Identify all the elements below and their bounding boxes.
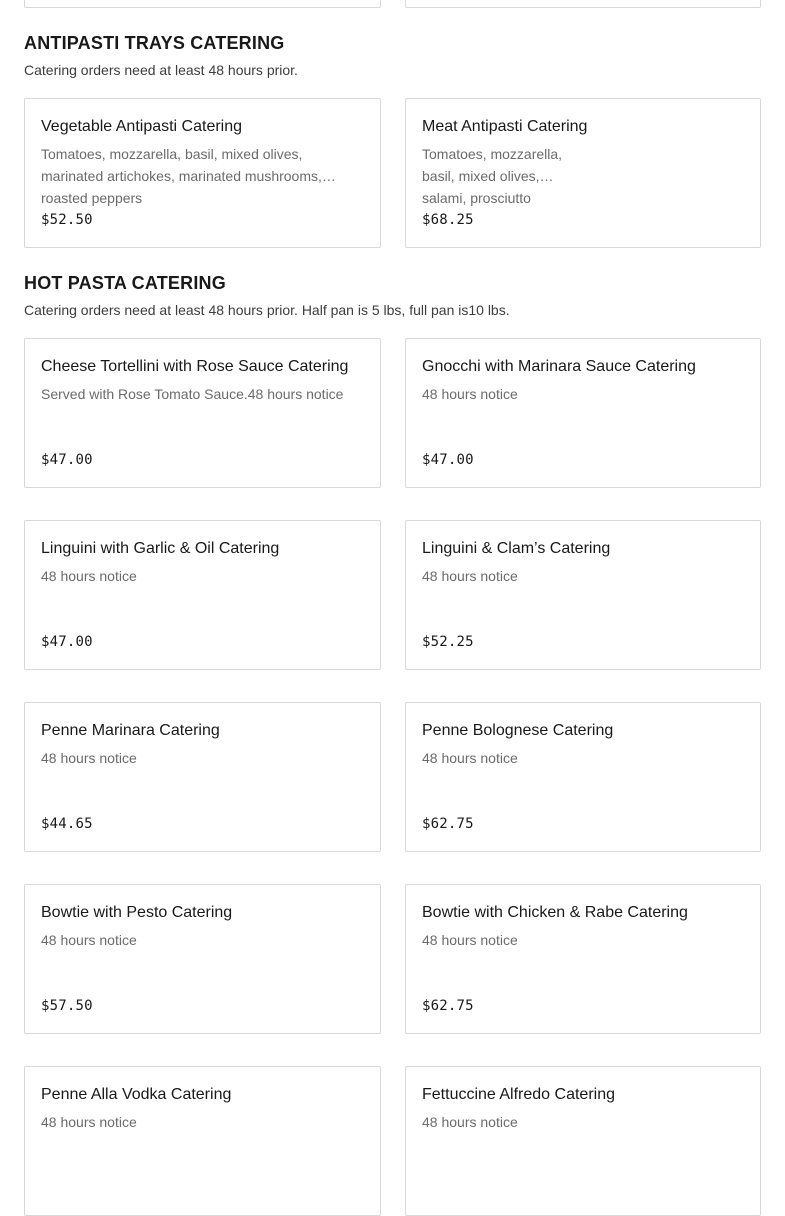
menu-item-price: $62.75 <box>422 998 474 1014</box>
menu-item-card[interactable] <box>405 338 761 488</box>
menu-item-card[interactable] <box>24 520 381 670</box>
menu-item-title: Penne Marinara Catering <box>41 722 220 739</box>
menu-item-card-partial[interactable] <box>405 0 761 8</box>
menu-item-price: $44.65 <box>41 816 93 832</box>
menu-item-card[interactable] <box>24 98 381 248</box>
menu-item-description: 48 hours notice <box>422 750 518 766</box>
menu-item-card[interactable] <box>405 98 761 248</box>
menu-item-title: Meat Antipasti Catering <box>422 118 588 135</box>
menu-item-description: 48 hours notice <box>41 932 137 948</box>
menu-item-title: Linguini with Garlic & Oil Catering <box>41 540 280 557</box>
menu-item-card[interactable] <box>24 702 381 852</box>
menu-item-description: 48 hours notice <box>422 386 518 402</box>
menu-item-price: $47.00 <box>41 634 93 650</box>
menu-item-card[interactable] <box>24 884 381 1034</box>
menu-item-card[interactable] <box>405 520 761 670</box>
menu-item-description: 48 hours notice <box>422 568 518 584</box>
menu-item-title: Gnocchi with Marinara Sauce Catering <box>422 358 696 375</box>
menu-item-price: $52.50 <box>41 212 93 228</box>
menu-item-card-partial[interactable] <box>24 0 381 8</box>
menu-item-description: Tomatoes, mozzarella, basil, mixed olives, marinated artichokes, marinated mushrooms, roasted peppers <box>41 146 322 206</box>
menu-item-card[interactable] <box>405 884 761 1034</box>
menu-item-title: Bowtie with Chicken & Rabe Catering <box>422 904 688 921</box>
menu-item-title: Cheese Tortellini with Rose Sauce Catering <box>41 358 349 375</box>
menu-item-title: Fettuccine Alfredo Catering <box>422 1086 615 1103</box>
menu-item-description: 48 hours notice <box>41 1114 137 1130</box>
menu-item-card[interactable] <box>405 1066 761 1216</box>
menu-item-price: $68.25 <box>422 212 474 228</box>
menu-item-description: Tomatoes, mozzarella, basil, mixed olives, salami, prosciutto <box>422 146 563 206</box>
menu-item-price: $52.25 <box>422 634 474 650</box>
menu-item-price: $57.50 <box>41 998 93 1014</box>
menu-item-card[interactable] <box>405 702 761 852</box>
menu-item-price: $47.00 <box>41 452 93 468</box>
menu-item-description: 48 hours notice <box>41 750 137 766</box>
menu-item-description: 48 hours notice <box>422 932 518 948</box>
menu-item-description: Served with Rose Tomato Sauce.48 hours notice <box>41 386 344 402</box>
menu-item-title: Linguini & Clam’s Catering <box>422 540 611 557</box>
section-note: Catering orders need at least 48 hours prior. Half pan is 5 lbs, full pan is10 lbs. <box>24 302 510 318</box>
menu-item-card[interactable] <box>24 338 381 488</box>
section-title: HOT PASTA CATERING <box>24 273 226 293</box>
menu-item-title: Penne Alla Vodka Catering <box>41 1086 232 1103</box>
menu-item-title: Vegetable Antipasti Catering <box>41 118 243 135</box>
section-title: ANTIPASTI TRAYS CATERING <box>24 33 285 53</box>
menu-item-card[interactable] <box>24 1066 381 1216</box>
menu-item-title: Bowtie with Pesto Catering <box>41 904 233 921</box>
menu-item-description: 48 hours notice <box>41 568 137 584</box>
menu-item-price: $47.00 <box>422 452 474 468</box>
menu-item-price: $62.75 <box>422 816 474 832</box>
menu-item-title: Penne Bolognese Catering <box>422 722 614 739</box>
menu-item-description: 48 hours notice <box>422 1114 518 1130</box>
section-note: Catering orders need at least 48 hours prior. <box>24 62 298 78</box>
